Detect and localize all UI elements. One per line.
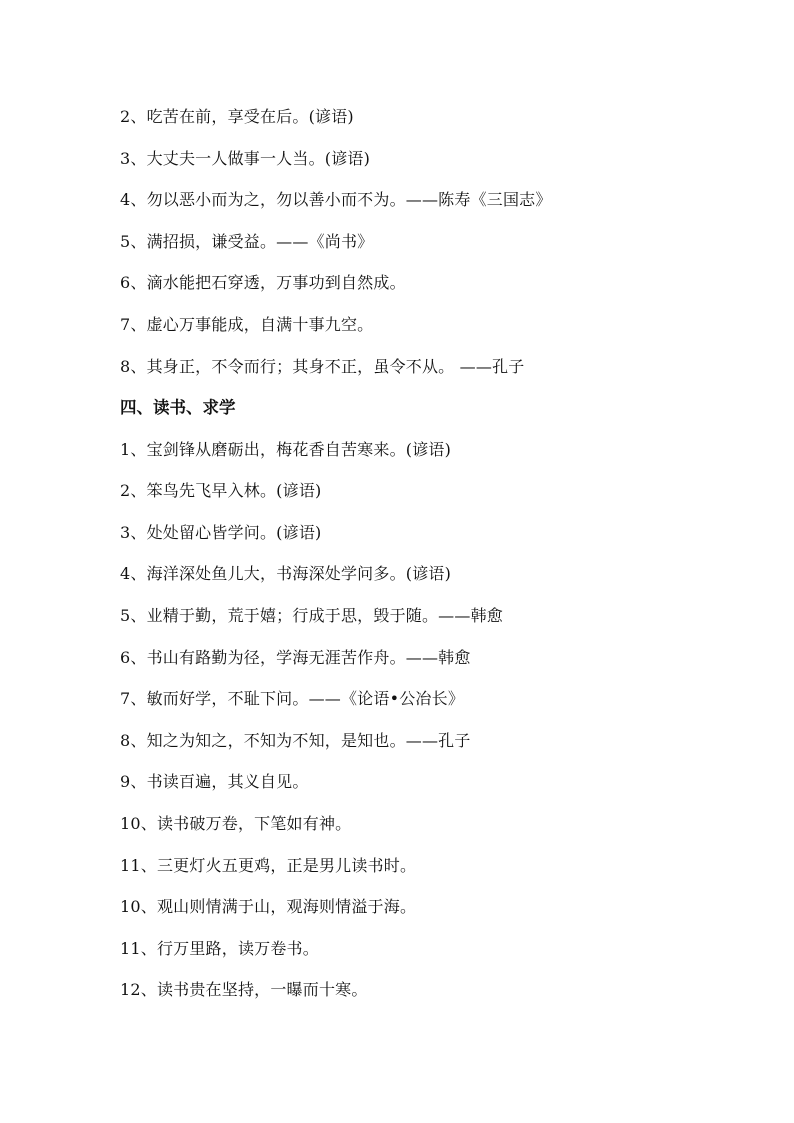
list-item: 8、知之为知之，不知为不知，是知也。——孔子 [120, 730, 471, 750]
list-item: 1、宝剑锋从磨砺出，梅花香自苦寒来。(谚语) [120, 439, 452, 459]
list-item: 9、书读百遍，其义自见。 [120, 772, 309, 792]
list-item: 10、读书破万卷，下笔如有神。 [120, 813, 352, 833]
list-item: 7、敏而好学，不耻下问。——《论语•公冶长》 [120, 689, 465, 709]
list-item: 6、滴水能把石穿透，万事功到自然成。 [120, 273, 406, 293]
list-item: 2、笨鸟先飞早入林。(谚语) [120, 481, 322, 501]
list-item: 3、处处留心皆学问。(谚语) [120, 522, 322, 542]
section-reading-study [120, 387, 740, 1011]
list-item: 11、行万里路，读万卷书。 [120, 938, 319, 958]
list-item: 4、海洋深处鱼儿大，书海深处学问多。(谚语) [120, 564, 452, 584]
list-item: 5、满招损，谦受益。——《尚书》 [120, 231, 374, 251]
list-item: 3、大丈夫一人做事一人当。(谚语) [120, 148, 371, 168]
section-heading: 四、读书、求学 [120, 398, 236, 417]
list-item: 4、勿以恶小而为之，勿以善小而不为。——陈寿《三国志》 [120, 190, 552, 210]
list-item: 7、虚心万事能成，自满十事九空。 [120, 314, 374, 334]
list-item: 5、业精于勤，荒于嬉；行成于思，毁于随。——韩愈 [120, 605, 503, 625]
proverb-list-previous-section [120, 96, 740, 387]
list-item: 12、读书贵在坚持，一曝而十寒。 [120, 980, 368, 1000]
list-item: 10、观山则情满于山，观海则情溢于海。 [120, 897, 417, 917]
list-item: 2、吃苦在前，享受在后。(谚语) [120, 107, 354, 126]
list-item: 11、三更灯火五更鸡，正是男儿读书时。 [120, 855, 417, 875]
list-item: 6、书山有路勤为径，学海无涯苦作舟。——韩愈 [120, 647, 471, 667]
list-item: 8、其身正，不令而行；其身不正，虽令不从。 ——孔子 [120, 356, 525, 376]
